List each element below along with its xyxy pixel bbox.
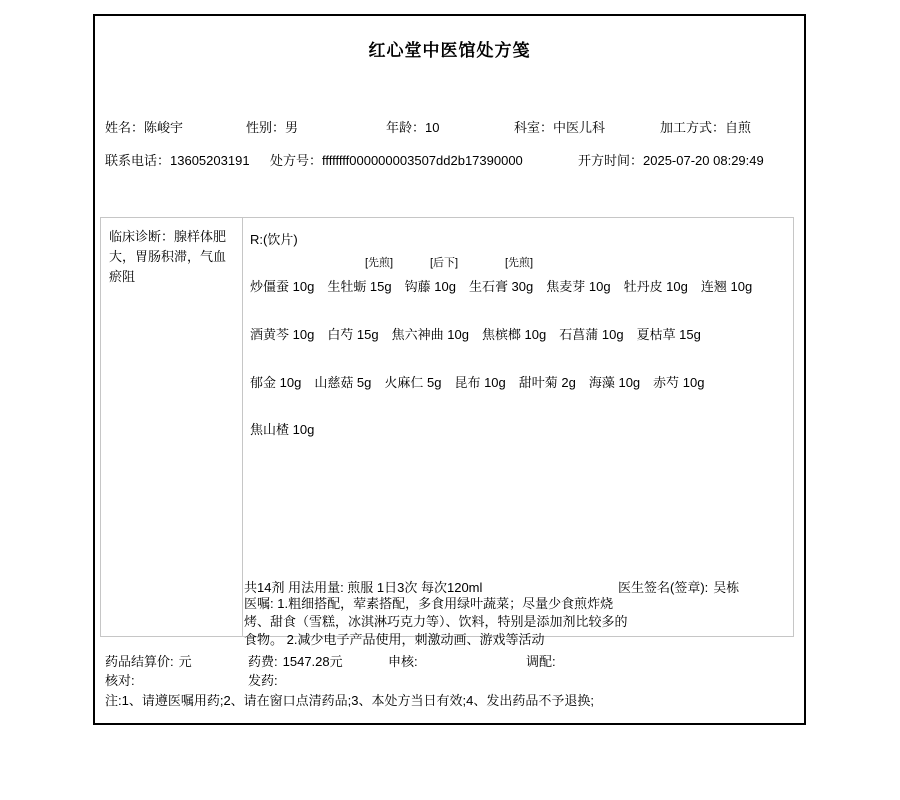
- department-label: 科室：: [514, 120, 554, 135]
- doctor-signature-value: 吴栋: [713, 580, 740, 595]
- decoction-note-later: [后下]: [430, 257, 459, 269]
- phone-field: [105, 150, 250, 169]
- herb-item: 郁金 10g: [250, 375, 302, 390]
- phone-value: 13605203191: [170, 153, 250, 168]
- page-title: 红心堂中医馆处方笺: [368, 41, 531, 60]
- dispense-field: [248, 670, 283, 689]
- herb-item: 连翘 10g: [700, 279, 753, 294]
- issue-time-value: 2025-07-20 08:29:49: [643, 153, 764, 168]
- herb-item: 赤芍 10g: [653, 375, 705, 390]
- medicine-fee-field: [248, 651, 343, 670]
- department-field: [514, 117, 605, 136]
- diagnosis-text: 腺样体肥大，胃肠积滞，气血瘀阻: [109, 229, 227, 284]
- herb-item: 焦山楂 10g: [250, 422, 315, 437]
- herb-item: 酒黄芩 10g: [250, 327, 315, 342]
- herb-item: 牡丹皮 10g: [623, 279, 688, 294]
- herb-item: 焦六神曲 10g: [391, 327, 469, 342]
- phone-label: 联系电话：: [105, 153, 171, 168]
- gender-value: 男: [285, 120, 299, 135]
- herb-item: 生石膏 30g: [468, 279, 534, 294]
- herb-row-1: [250, 276, 765, 295]
- gender-field: [246, 117, 298, 136]
- department-value: 中医儿科: [553, 120, 606, 135]
- processing-method-label: 加工方式：: [660, 120, 726, 135]
- medicine-fee-label: 药费:: [248, 654, 278, 669]
- check-field: [105, 670, 140, 689]
- herb-item: 炒僵蚕 10g: [250, 279, 315, 294]
- diagnosis-column-divider: [242, 217, 243, 637]
- settlement-price-value: 元: [178, 654, 192, 669]
- rx-number-value: ffffffff000000003507dd2b17390000: [322, 153, 523, 168]
- herb-item: 夏枯草 15g: [636, 327, 701, 342]
- herb-item: 白芍 15g: [327, 327, 379, 342]
- herb-row-4: [250, 419, 327, 438]
- age-label: 年龄：: [386, 120, 426, 135]
- decoction-note-first-2: [先煎]: [505, 257, 534, 269]
- check-label: 核对:: [105, 673, 135, 688]
- gender-label: 性别：: [246, 120, 286, 135]
- review-field: [388, 651, 423, 670]
- dispense-label: 发药:: [248, 673, 278, 688]
- decoction-note-first: [先煎]: [365, 257, 394, 269]
- medical-advice: 医嘱: 1.粗细搭配，荤素搭配，多食用绿叶蔬菜；尽量少食煎炸烧烤、甜食（雪糕，冰淇淋巧克力等）、饮料，特别是添加剂比较多的食物。 2.减少电子产品使用，刺激动画、游戏等活动: [244, 596, 628, 647]
- herb-item: 生牡蛎 15g: [327, 279, 392, 294]
- herb-row-2: [250, 324, 714, 343]
- age-field: [386, 117, 439, 136]
- patient-name-label: 姓名：: [105, 120, 145, 135]
- rx-number-field: [270, 150, 523, 169]
- herb-item: 石菖蒲 10g: [559, 327, 624, 342]
- patient-name-field: [105, 117, 183, 136]
- herb-row-3: [250, 372, 717, 391]
- herb-item: 钩藤 10g: [404, 279, 456, 294]
- diagnosis-label: 临床诊断：: [109, 229, 175, 244]
- review-label: 申核:: [388, 654, 418, 669]
- footer-note: 注:1、请遵医嘱用药;2、请在窗口点清药品;3、本处方当日有效;4、发出药品不予退换;: [105, 693, 594, 708]
- medicine-fee-value: 1547.28元: [282, 654, 343, 669]
- herb-item: 焦槟榔 10g: [481, 327, 547, 342]
- doctor-signature-field: [618, 577, 739, 596]
- issue-time-field: [578, 150, 764, 169]
- herb-item: 山慈菇 5g: [314, 375, 372, 390]
- rx-number-label: 处方号：: [270, 153, 323, 168]
- rx-form-header: R:(饮片): [250, 232, 298, 247]
- herb-item: 焦麦芽 10g: [546, 279, 611, 294]
- age-value: 10: [425, 120, 440, 135]
- doctor-signature-label: 医生签名(签章):: [618, 580, 709, 595]
- issue-time-label: 开方时间：: [578, 153, 644, 168]
- patient-name-value: 陈峻宇: [144, 120, 184, 135]
- prepare-label: 调配:: [526, 654, 556, 669]
- usage-line: 共14剂 用法用量: 煎服 1日3次 每次120ml: [244, 580, 483, 595]
- processing-method-field: [660, 117, 751, 136]
- prepare-field: [526, 651, 561, 670]
- processing-method-value: 自煎: [725, 120, 752, 135]
- clinical-diagnosis: [109, 227, 236, 287]
- settlement-price-field: [105, 651, 192, 670]
- herb-item: 甜叶菊 2g: [518, 375, 576, 390]
- herb-item: 海藻 10g: [588, 375, 641, 390]
- herb-item: 昆布 10g: [454, 375, 506, 390]
- herb-item: 火麻仁 5g: [384, 375, 442, 390]
- settlement-price-label: 药品结算价:: [105, 654, 174, 669]
